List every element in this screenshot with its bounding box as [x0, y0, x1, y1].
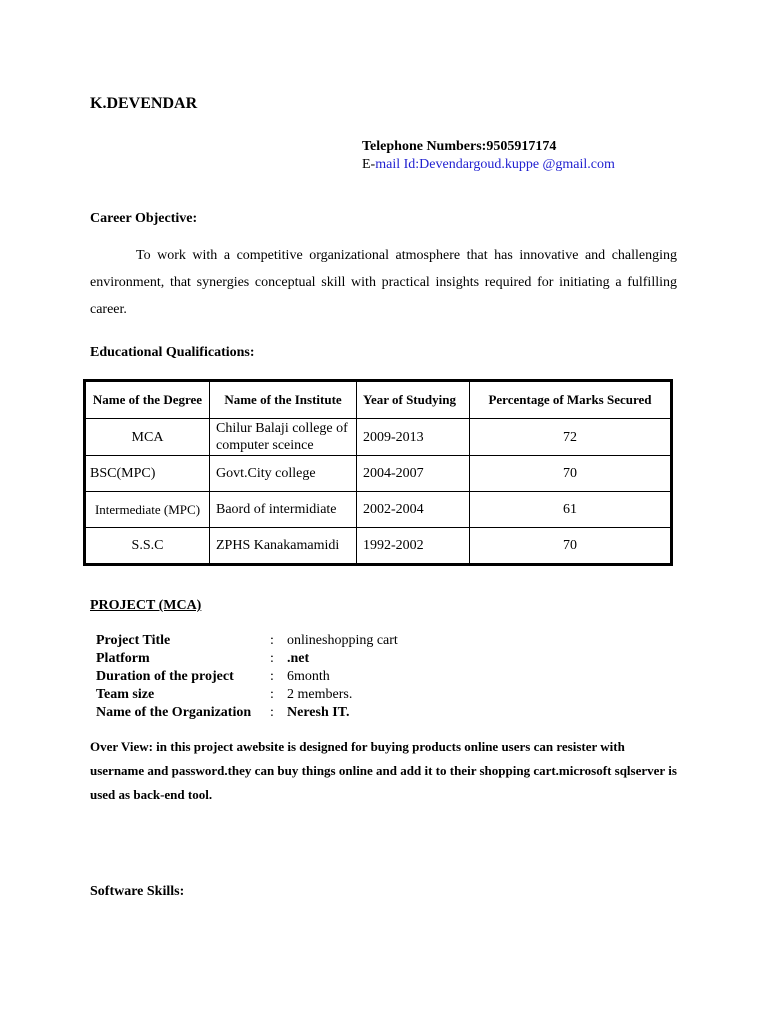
detail-value: onlineshopping cart	[287, 633, 398, 648]
table-row	[85, 528, 672, 565]
table-row	[85, 492, 672, 528]
detail-separator: :	[270, 687, 274, 702]
software-skills-heading: Software Skills:	[90, 884, 185, 899]
percentage-cell: 70	[470, 456, 672, 492]
detail-label: Project Title	[96, 633, 171, 648]
detail-label: Platform	[96, 651, 150, 666]
project-overview: Over View: in this project awebsite is designed for buying products online users can resister with username and password.they can buy things online and add it to their shopping cart.microsoft sqlserver is used as back-end tool.	[90, 739, 677, 802]
degree-cell: MCA	[85, 419, 210, 456]
detail-label: Duration of the project	[96, 669, 234, 684]
email-line	[362, 157, 615, 173]
detail-label: Name of the Organization	[96, 705, 252, 720]
column-header-institute: Name of the Institute	[210, 381, 357, 419]
education-header-row	[85, 381, 672, 419]
degree-cell: S.S.C	[85, 528, 210, 565]
email-prefix: E-	[362, 157, 376, 172]
career-objective-heading: Career Objective:	[90, 211, 198, 226]
candidate-name: K.DEVENDAR	[90, 95, 198, 112]
detail-value: .net	[287, 651, 310, 666]
column-header-year: Year of Studying	[357, 381, 470, 419]
detail-separator: :	[270, 705, 274, 720]
year-cell: 2002-2004	[357, 492, 470, 528]
column-header-percentage: Percentage of Marks Secured	[470, 381, 672, 419]
percentage-cell: 61	[470, 492, 672, 528]
institute-cell: Baord of intermidiate	[210, 492, 357, 528]
detail-value: 2 members.	[287, 687, 353, 702]
telephone-line: Telephone Numbers:9505917174	[362, 139, 557, 154]
year-cell: 1992-2002	[357, 528, 470, 565]
career-objective-text: To work with a competitive organizational atmosphere that has innovative and challenging environment, that synergies conceptual skill with practical insights required for initiating a fulfilling career.	[90, 248, 677, 317]
degree-cell: BSC(MPC)	[85, 456, 210, 492]
column-header-degree: Name of the Degree	[85, 381, 210, 419]
degree-cell: Intermediate (MPC)	[85, 492, 210, 528]
detail-label: Team size	[96, 687, 155, 702]
detail-value: 6month	[287, 669, 330, 684]
year-cell: 2004-2007	[357, 456, 470, 492]
institute-cell: Govt.City college	[210, 456, 357, 492]
education-heading: Educational Qualifications:	[90, 345, 255, 360]
percentage-cell: 72	[470, 419, 672, 456]
detail-value: Neresh IT.	[287, 705, 350, 720]
percentage-cell: 70	[470, 528, 672, 565]
table-row	[85, 419, 672, 456]
education-table	[83, 379, 673, 566]
project-heading: PROJECT (MCA)	[90, 598, 202, 613]
year-cell: 2009-2013	[357, 419, 470, 456]
detail-separator: :	[270, 669, 274, 684]
detail-separator: :	[270, 651, 274, 666]
institute-cell: ZPHS Kanakamamidi	[210, 528, 357, 565]
email-link[interactable]: mail Id:Devendargoud.kuppe @gmail.com	[375, 157, 615, 172]
detail-separator: :	[270, 633, 274, 648]
institute-cell: Chilur Balaji college of computer sceince	[210, 419, 357, 456]
table-row	[85, 456, 672, 492]
